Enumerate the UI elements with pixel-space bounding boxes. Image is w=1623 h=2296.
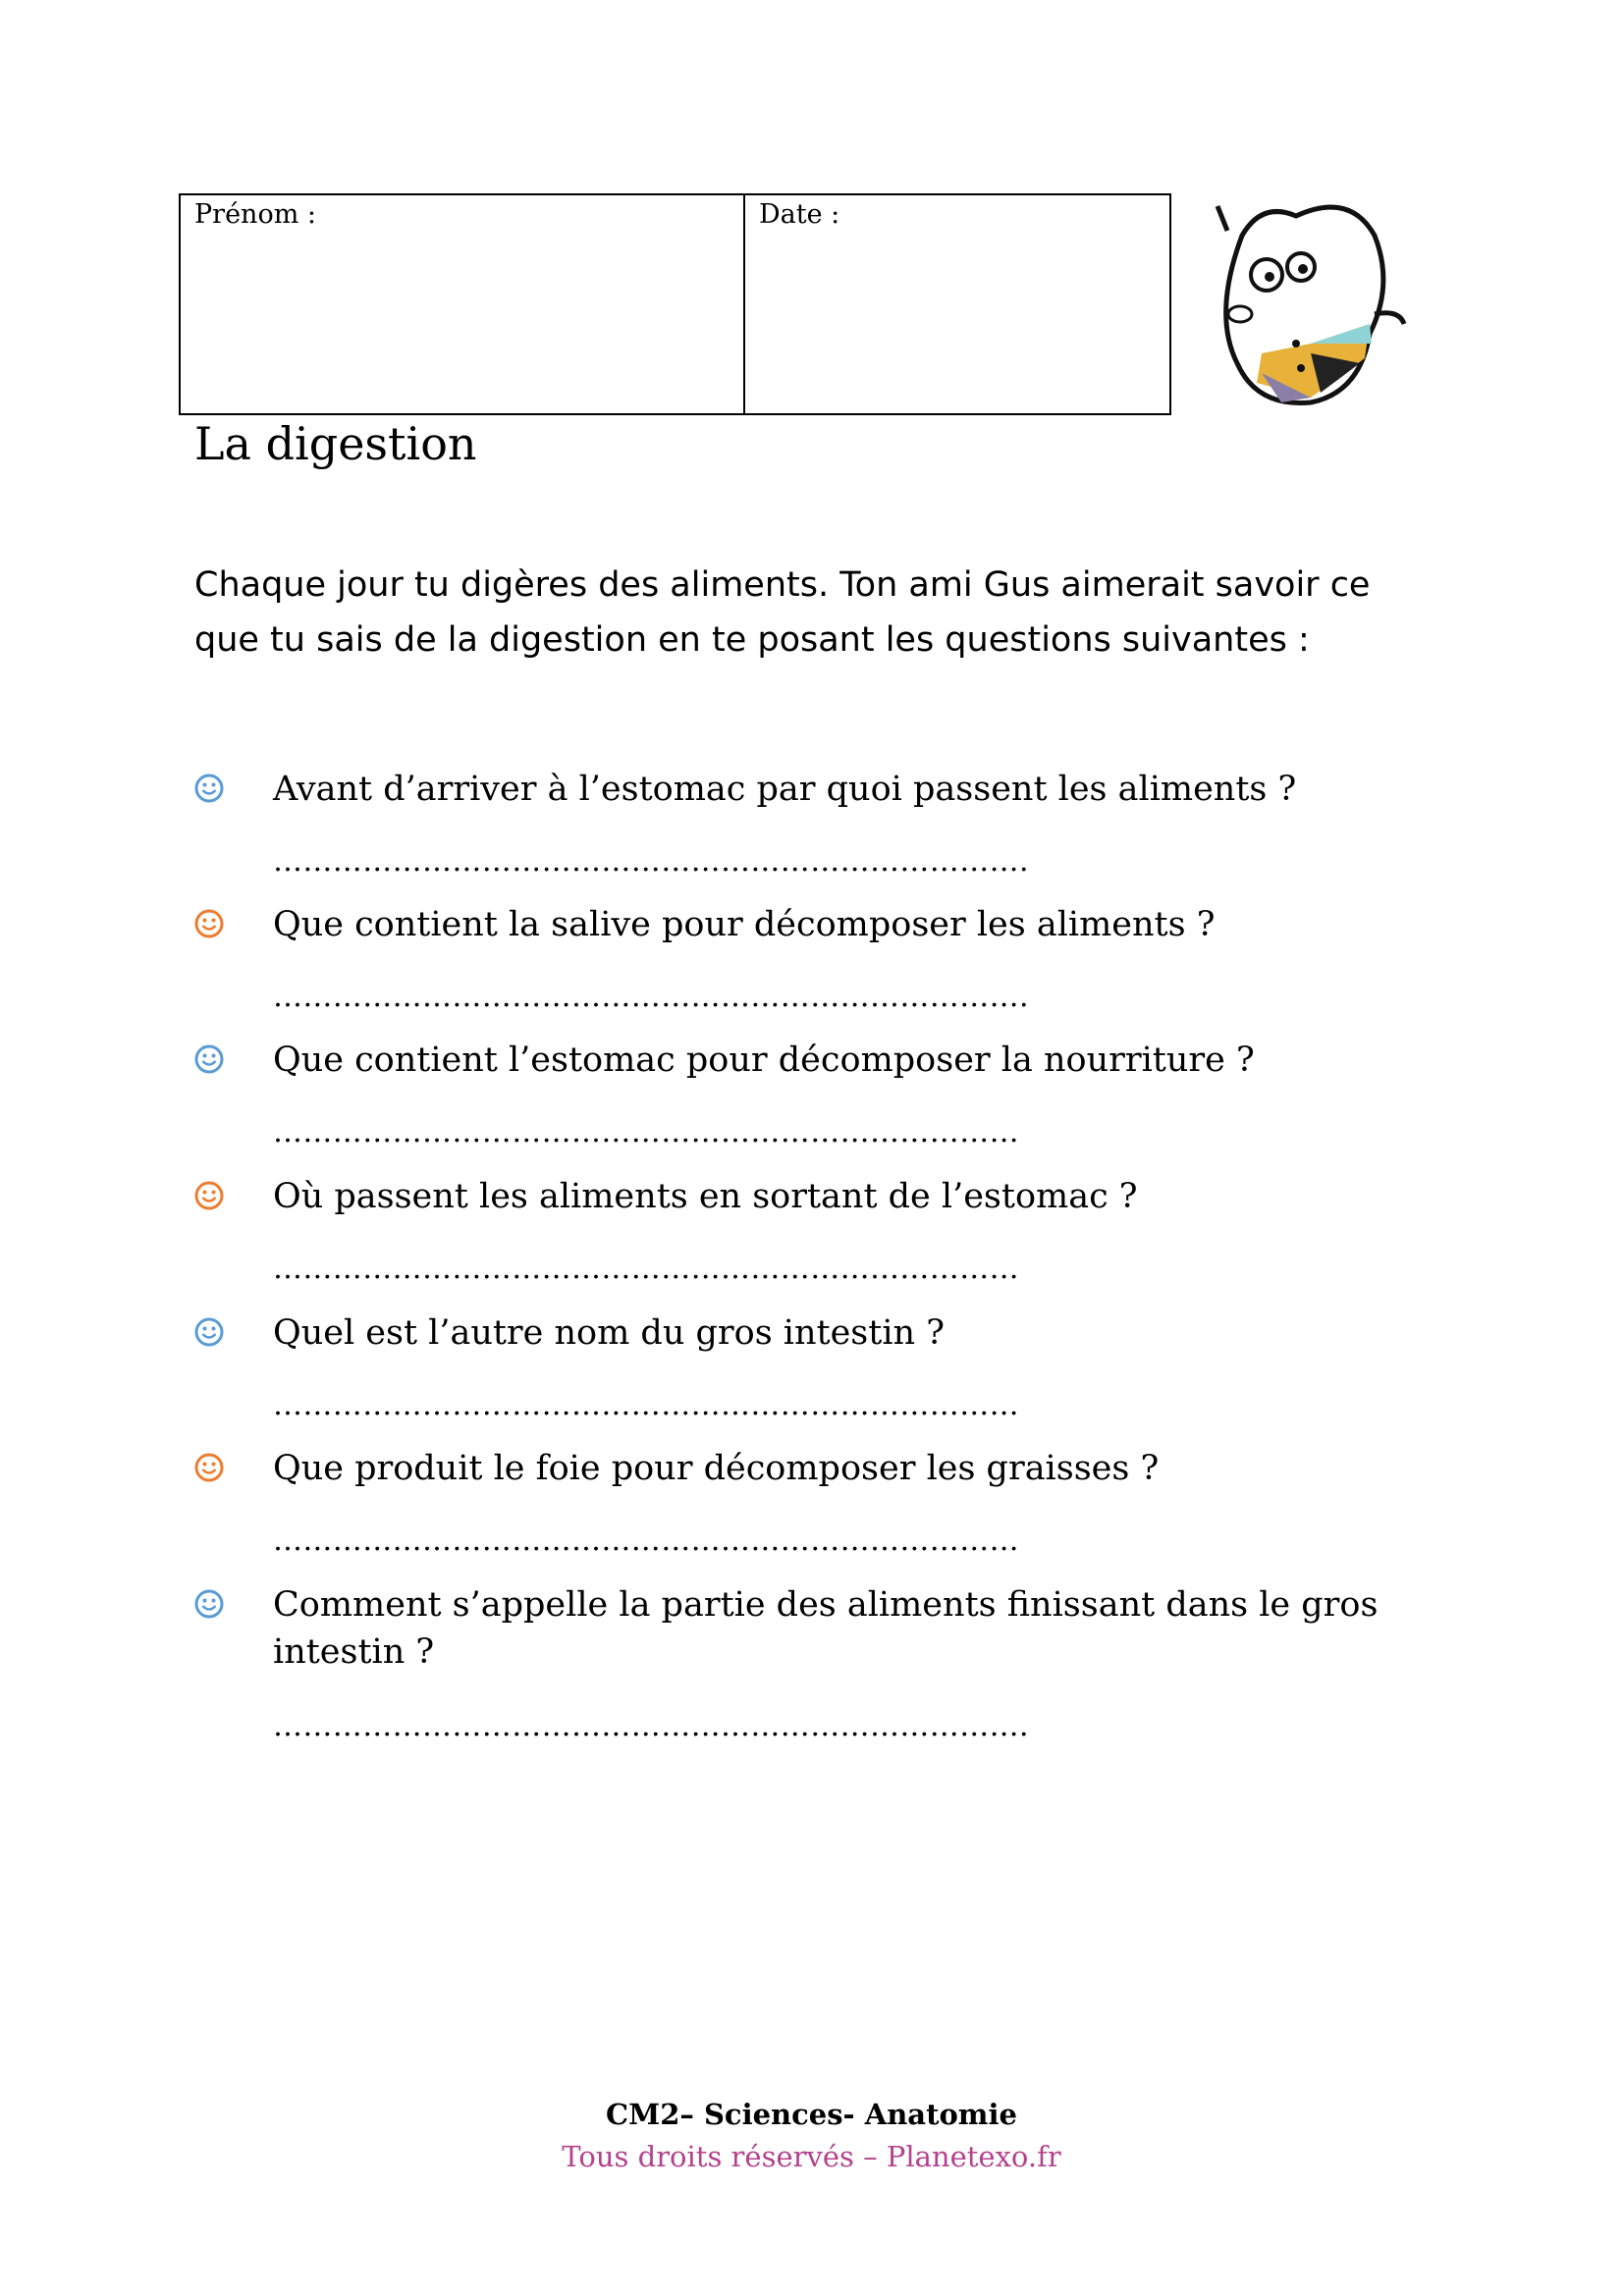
smiley-blue-icon <box>194 774 224 803</box>
answer-line[interactable]: ………………………………………………………………… <box>273 1523 1019 1558</box>
smiley-blue-icon <box>194 1044 224 1074</box>
footer-subject: CM2– Sciences- Anatomie <box>606 2098 1017 2131</box>
question-text: Où passent les aliments en sortant de l’estomac ? <box>273 1177 1138 1216</box>
gus-mascot-icon <box>1203 196 1409 412</box>
intro-text: Chaque jour tu digères des aliments. Ton ami Gus aimerait savoir ce que tu sais de la digestion en te posant les questions suivantes : <box>194 565 1371 660</box>
answer-line[interactable]: ………………………………………………………………… <box>273 1115 1019 1149</box>
answer-line[interactable]: …………………………………………………………………. <box>273 980 1029 1014</box>
question-text: Que contient l’estomac pour décomposer la nourriture ? <box>273 1041 1255 1080</box>
smiley-orange-icon <box>194 1453 224 1482</box>
smiley-orange-icon <box>194 1181 224 1210</box>
date-cell[interactable] <box>745 195 1169 413</box>
name-cell[interactable] <box>181 195 745 413</box>
name-label: Prénom : <box>194 199 316 230</box>
question-text: Que contient la salive pour décomposer les aliments ? <box>273 905 1216 944</box>
smiley-orange-icon <box>194 909 224 938</box>
footer-copyright: Tous droits réservés – Planetexo.fr <box>562 2140 1061 2173</box>
smiley-blue-icon <box>194 1589 224 1619</box>
page-title: La digestion <box>194 417 477 470</box>
question-text: Avant d’arriver à l’estomac par quoi passent les aliments ? <box>273 770 1297 809</box>
question-text: Que produit le foie pour décomposer les graisses ? <box>273 1449 1160 1488</box>
date-label: Date : <box>759 199 840 230</box>
answer-line[interactable]: ………………………………………………………………… <box>273 1388 1019 1422</box>
question-text: Comment s’appelle la partie des aliments finissant dans le gros intestin ? <box>273 1585 1379 1672</box>
question-text: Quel est l’autre nom du gros intestin ? <box>273 1313 945 1353</box>
answer-line[interactable]: ………………………………………………………………… <box>273 1252 1019 1286</box>
answer-line[interactable]: …………………………………………………………………. <box>273 844 1029 879</box>
smiley-blue-icon <box>194 1317 224 1347</box>
answer-line[interactable]: …………………………………………………………………. <box>273 1709 1029 1743</box>
identity-table <box>179 193 1171 415</box>
